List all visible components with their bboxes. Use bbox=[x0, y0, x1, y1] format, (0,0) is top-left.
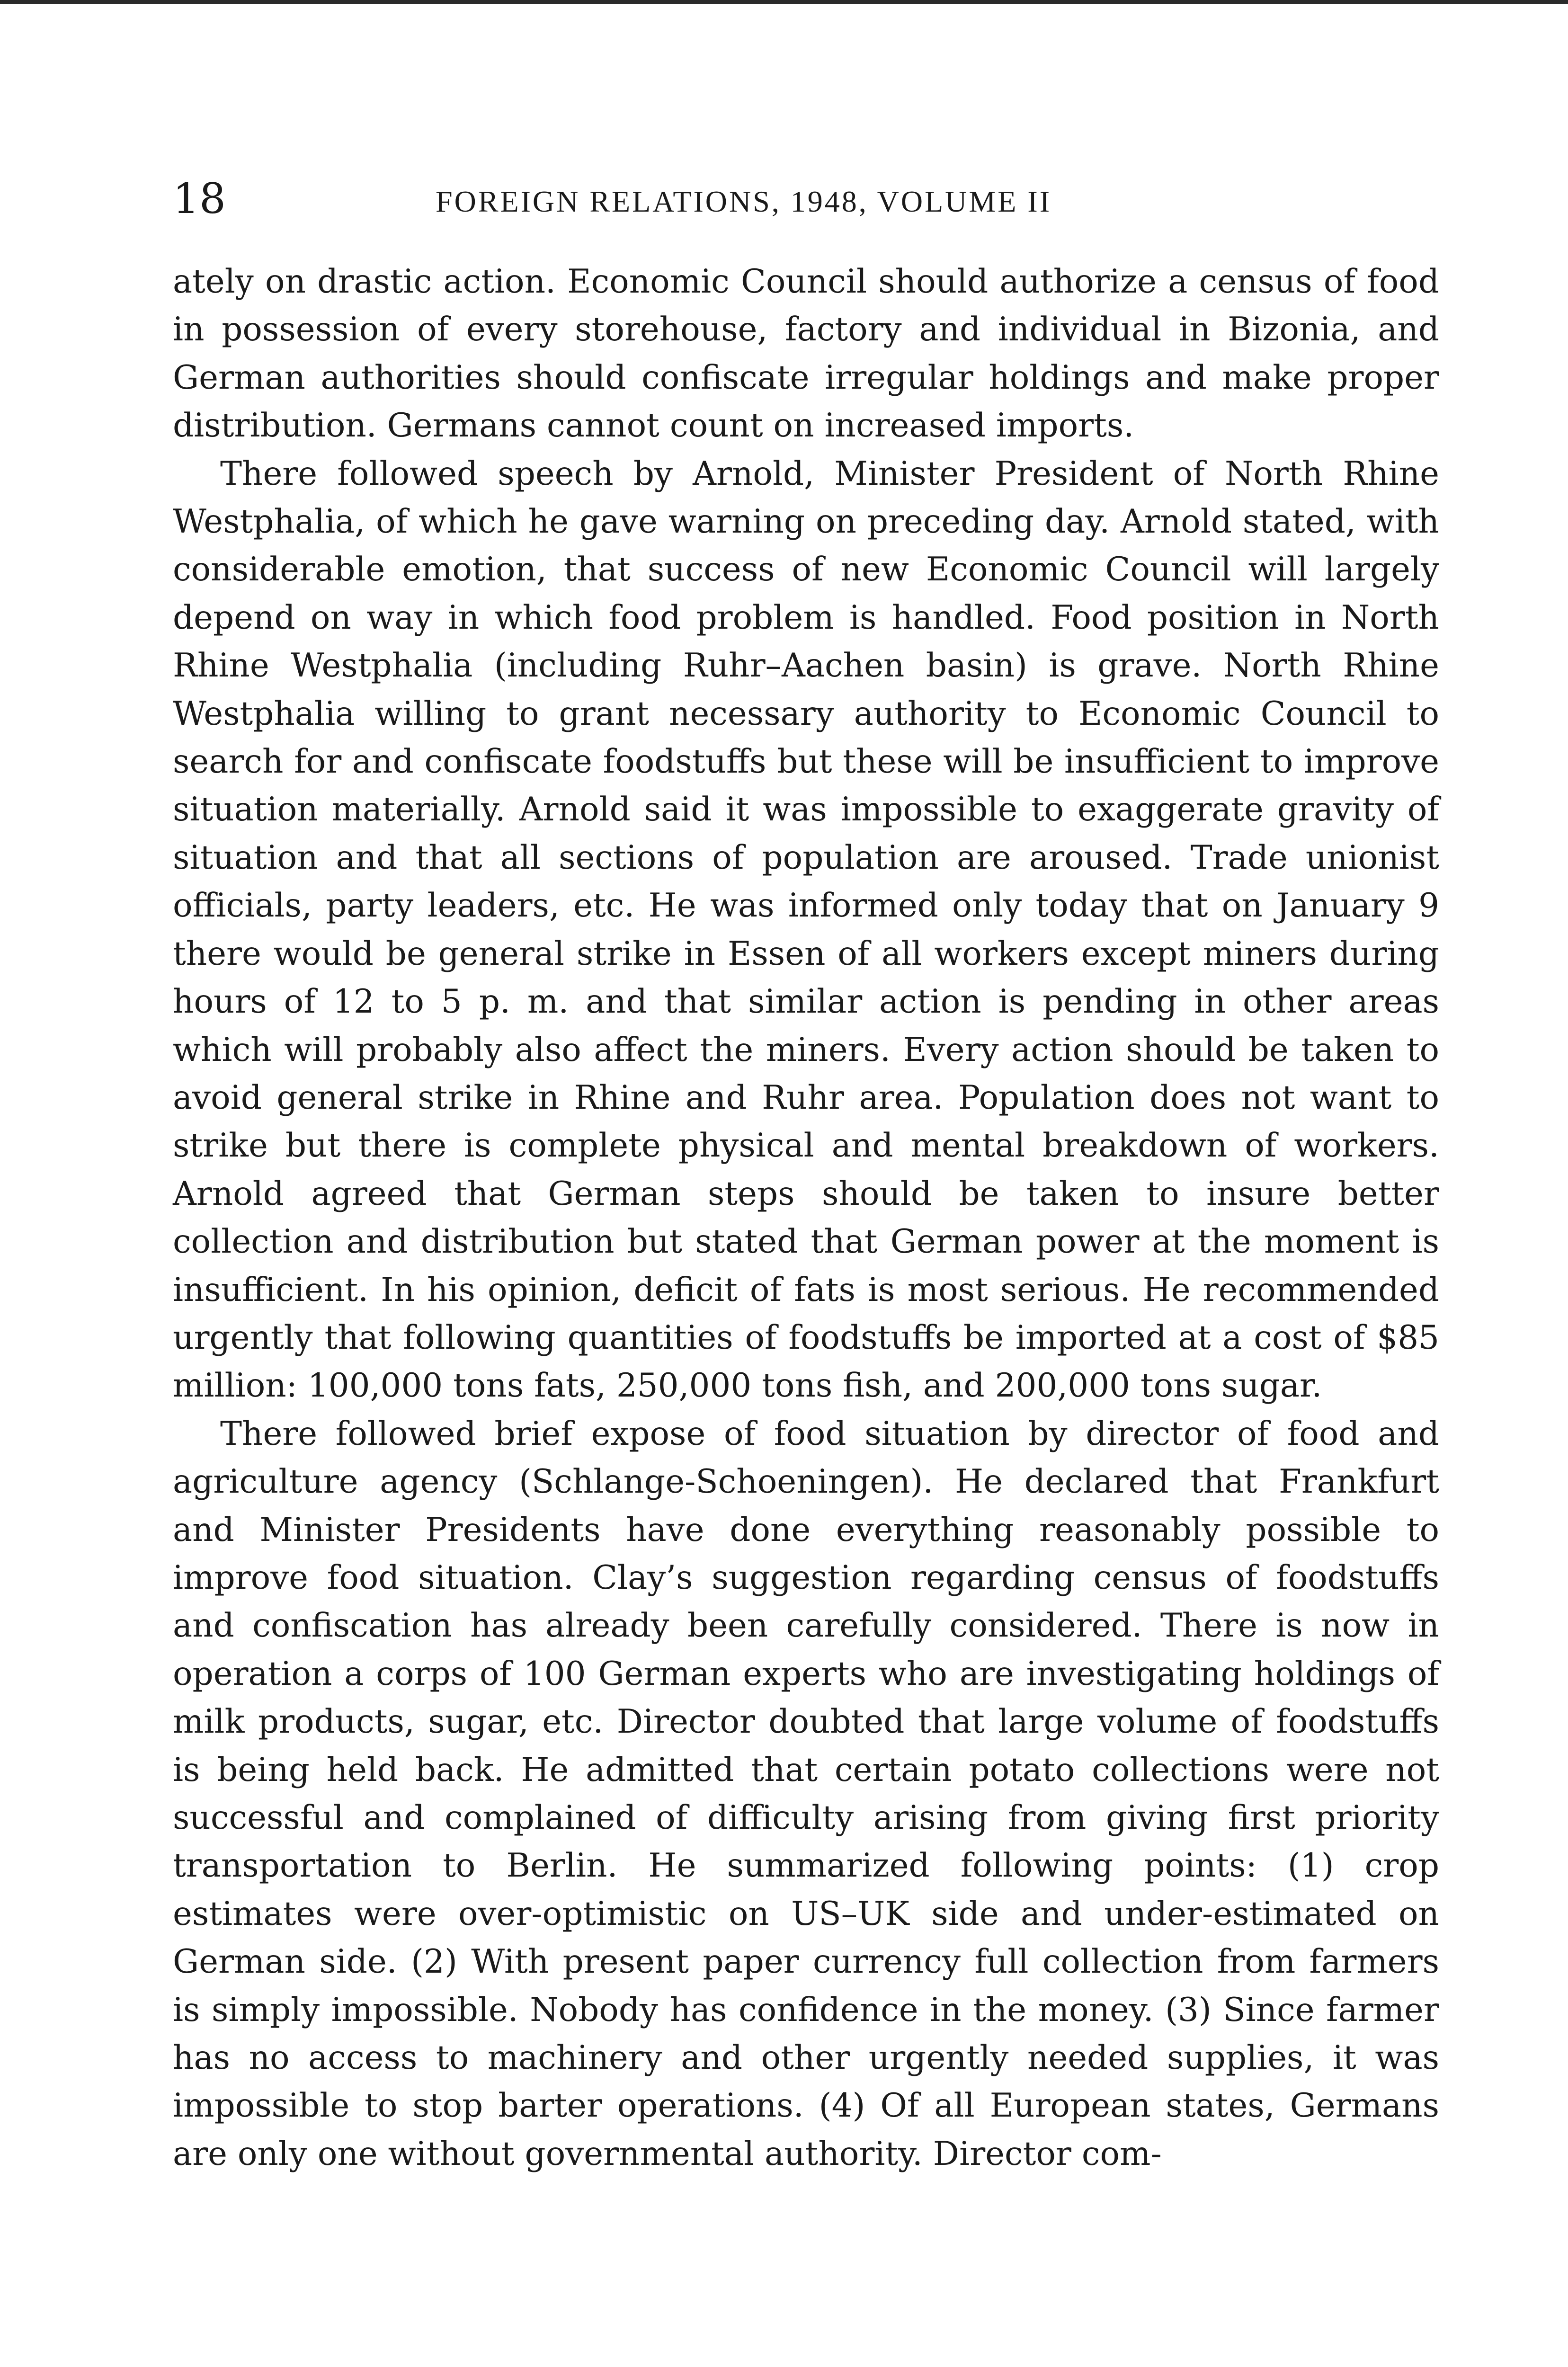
page-header bbox=[173, 173, 1451, 230]
paragraph-arnold-speech: There followed speech by Arnold, Minister President of North Rhine Westphalia, of which he gave warning on preceding day. Arnold stated, with considerable emotion, that success of new Economic Council will largely depend on way in which food problem is handled. Food position in North Rhine Westphalia (including Ruhr–Aachen basin) is grave. North Rhine Westphalia willing to grant necessary authority to Economic Council to search for and confiscate foodstuffs but these will be insufficient to improve situation materially. Arnold said it was impossible to exaggerate gravity of situation and that all sections of population are aroused. Trade unionist officials, party leaders, etc. He was informed only today that on January 9 there would be general strike in Essen of all workers except miners during hours of 12 to 5 p. m. and that similar action is pending in other areas which will probably also affect the miners. Every action should be taken to avoid general strike in Rhine and Ruhr area. Population does not want to strike but there is complete physical and mental breakdown of workers. Arnold agreed that German steps should be taken to insure better collection and distribution but stated that German power at the moment is insufficient. In his opinion, deficit of fats is most serious. He recommended urgently that following quantities of foodstuffs be imported at a cost of $85 million: 100,000 tons fats, 250,000 tons fish, and 200,000 tons sugar. bbox=[173, 454, 1439, 1405]
paragraph-continuation: ately on drastic action. Economic Council should authorize a census of food in possession of every storehouse, factory and individual in Bizonia, and German authorities should confiscate irregular holdings and make proper distribution. Germans cannot count on increased imports. bbox=[173, 263, 1439, 445]
paragraph-food-director: There followed brief expose of food situation by director of food and agriculture agency (Schlange-Schoeningen). He declared that Frankfurt and Minister Presidents have done everything reasonably possible to improve food situation. Clay’s suggestion regarding census of foodstuffs and confiscation has already been carefully considered. There is now in operation a corps of 100 German experts who are investigating holdings of milk products, sugar, etc. Director doubted that large volume of foodstuffs is being held back. He admitted that certain potato collections were not successful and complained of difficulty arising from giving first priority transportation to Berlin. He summarized following points: (1) crop estimates were over-optimistic on US–UK side and under-estimated on German side. (2) With present paper currency full collection from farmers is simply impossible. Nobody has confidence in the money. (3) Since farmer has no access to machinery and other urgently needed supplies, it was impossible to stop barter operations. (4) Of all European states, Germans are only one without governmental authority. Director com- bbox=[173, 1415, 1439, 2173]
running-head: FOREIGN RELATIONS, 1948, VOLUME II bbox=[436, 185, 1051, 218]
page-number: 18 bbox=[173, 174, 226, 223]
top-border-rule bbox=[0, 0, 1568, 4]
body-text bbox=[173, 258, 1439, 2178]
